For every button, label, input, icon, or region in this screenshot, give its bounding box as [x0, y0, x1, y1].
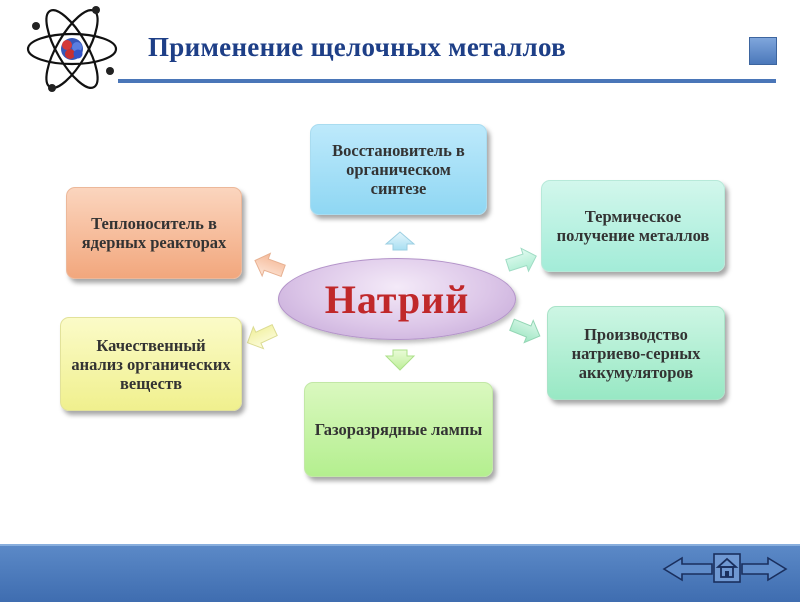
arrow-lower-left: [242, 319, 279, 353]
arrow-right-icon[interactable]: [740, 556, 788, 582]
arrow-left-icon[interactable]: [662, 556, 714, 582]
arrow-upper-right: [504, 245, 540, 277]
home-icon[interactable]: [713, 553, 741, 583]
box-qualitative-analysis: Качественный анализ органических веществ: [60, 317, 242, 411]
box-sodium-sulfur-batteries: Производство натриево-серных аккумуляторов: [547, 306, 725, 400]
page-title: Применение щелочных металлов: [148, 32, 566, 62]
arrow-lower-right: [508, 314, 545, 347]
atom-logo-icon: [22, 0, 122, 98]
arrow-upper-left: [251, 249, 287, 282]
center-node: Натрий: [278, 258, 516, 340]
box-coolant: Теплоноситель в ядерных реакторах: [66, 187, 242, 279]
box-thermal-production: Термическое получение металлов: [541, 180, 725, 272]
corner-square-decoration: [749, 37, 777, 65]
title-underline: [118, 79, 776, 83]
arrow-up: [386, 232, 414, 250]
box-discharge-lamps: Газоразрядные лампы: [304, 382, 493, 477]
arrow-down: [386, 350, 414, 370]
box-reducing-agent: Восстановитель в органическом синтезе: [310, 124, 487, 215]
